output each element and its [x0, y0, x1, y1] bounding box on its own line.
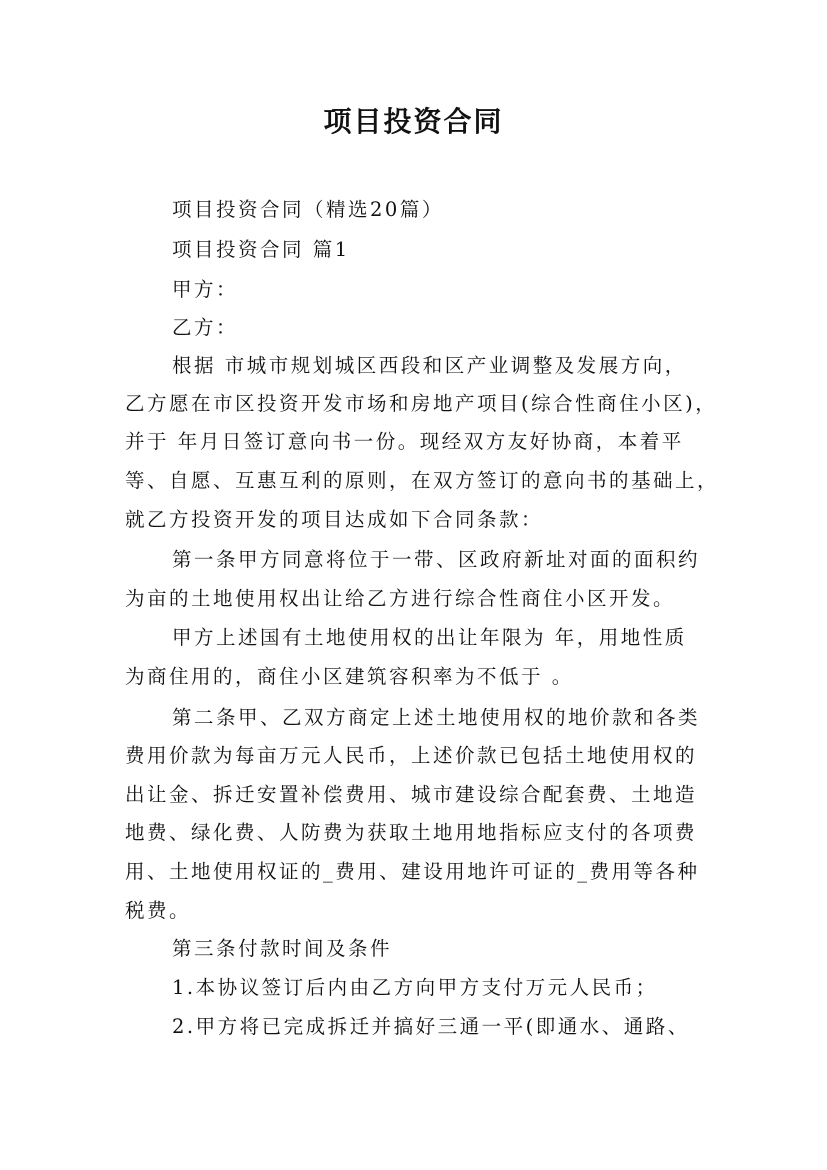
text-line: 就乙方投资开发的项目达成如下合同条款：	[125, 508, 544, 531]
document-title: 项目投资合同	[323, 105, 504, 138]
text-line: 第二条甲、乙双方商定上述土地使用权的地价款和各类	[172, 706, 701, 729]
text-line: 1.本协议签订后内由乙方向甲方支付万元人民币；	[172, 976, 658, 999]
text-line: 地费、绿化费、人防费为获取土地用地指标应支付的各项费	[125, 821, 698, 844]
text-line: 第一条甲方同意将位于一带、区政府新址对面的面积约	[172, 548, 701, 571]
text-line: 项目投资合同（精选20篇）	[172, 198, 444, 221]
text-line: 乙方：	[172, 316, 239, 339]
text-line: 根据 市城市规划城区西段和区产业调整及发展方向，	[172, 354, 687, 377]
text-line: 出让金、拆迁安置补偿费用、城市建设综合配套费、土地造	[125, 783, 698, 806]
text-line: 第三条付款时间及条件	[172, 937, 393, 960]
text-line: 2.甲方将已完成拆迁并搞好三通一平(即通水、通路、	[172, 1015, 690, 1038]
text-line: 甲方上述国有土地使用权的出让年限为 年，用地性质	[172, 626, 687, 649]
text-line: 为亩的土地使用权出让给乙方进行综合性商住小区开发。	[125, 587, 676, 610]
text-line: 用、土地使用权证的_费用、建设用地许可证的_费用等各种	[125, 860, 700, 883]
text-line: 为商住用的，商住小区建筑容积率为不低于 。	[125, 665, 574, 688]
text-line: 乙方愿在市区投资开发市场和房地产项目(综合性商住小区)，	[125, 392, 718, 415]
text-line: 并于 年月日签订意向书一份。现经双方友好协商，本着平	[125, 430, 684, 453]
text-line: 费用价款为每亩万元人民币，上述价款已包括土地使用权的	[125, 744, 698, 767]
text-line: 甲方：	[172, 278, 239, 301]
text-line: 项目投资合同 篇1	[172, 238, 350, 261]
text-line: 等、自愿、互惠互利的原则，在双方签订的意向书的基础上，	[125, 469, 720, 492]
text-line: 税费。	[125, 899, 192, 922]
